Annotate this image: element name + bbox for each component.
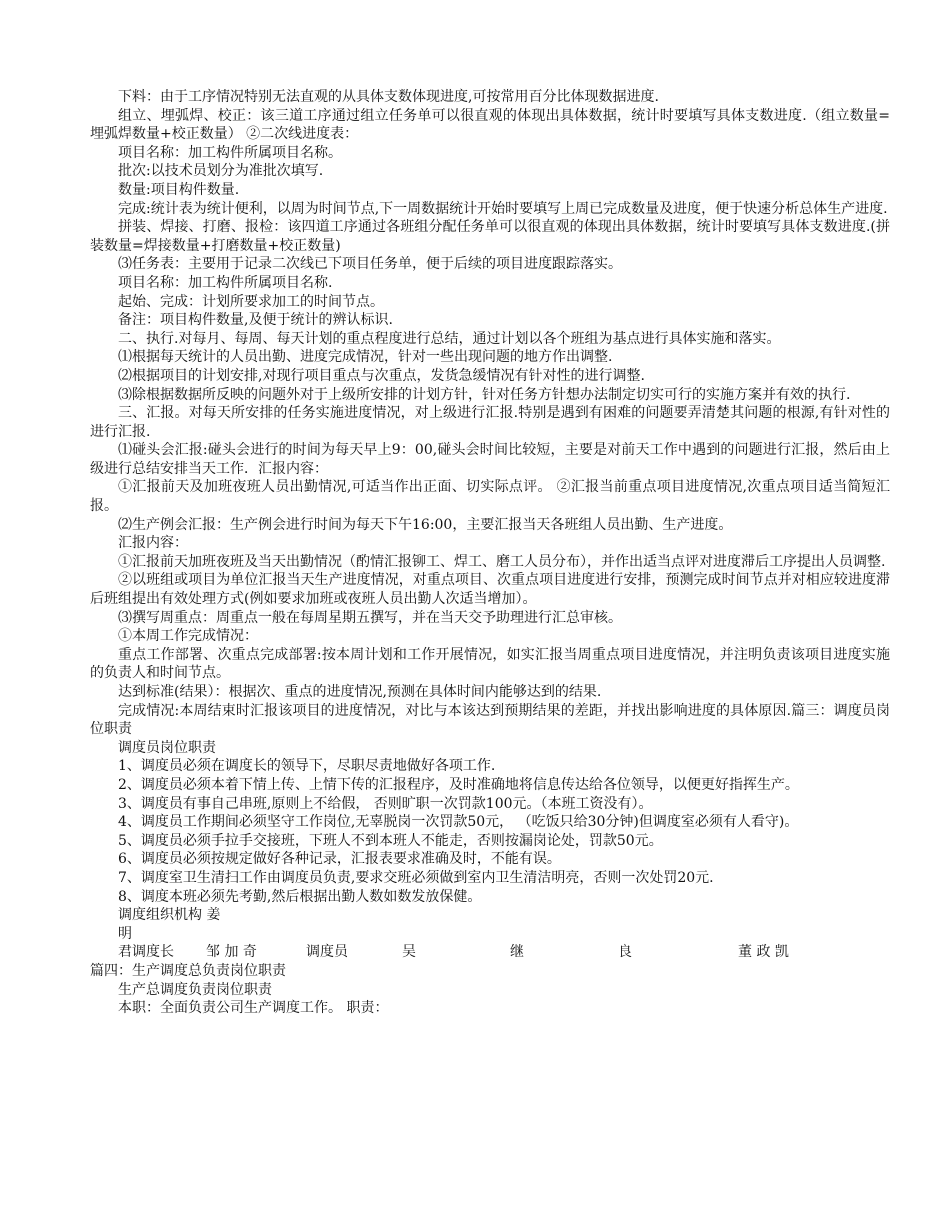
paragraph: 起始、完成：计划所要求加工的时间节点。 [118, 293, 384, 310]
paragraph: 完成:统计表为统计便利，以周为时间节点,下一周数据统计开始时要填写上周已完成数量及进度，便于快速分析总体生产进度. [118, 200, 888, 217]
signature-name-dispatcher-2: 董 政 凯 [738, 944, 789, 961]
paragraph: 项目名称：加工构件所属项目名称。 [118, 144, 342, 161]
paragraph: 批次:以技术员划分为准批次填写. [118, 163, 324, 180]
paragraph: ⑴根据每天统计的人员出勤、进度完成情况，针对一些出现问题的地方作出调整. [118, 349, 613, 366]
paragraph: ①汇报前天加班夜班及当天出勤情况（酌情汇报铆工、焊工、磨工人员分布），并作出适当点评对进度滞后工序提出人员调整. [118, 553, 886, 570]
paragraph: ⑵生产例会汇报：生产例会进行时间为每天下午16:00，主要汇报当天各班组人员出勤、生产进度。 [118, 516, 733, 533]
paragraph: 调度员岗位职责 [118, 739, 216, 756]
paragraph: ①本周工作完成情况： [118, 628, 258, 645]
signature-char-3: 良 [618, 944, 632, 961]
signature-name-chief: 邹 加 奇 [206, 944, 257, 961]
paragraph: 数量:项目构件数量. [118, 181, 240, 198]
paragraph: 2、调度员必须本着下情上传、上情下传的汇报程序，及时准确地将信息传达给各位领导，以便更好指挥生产。 [118, 776, 799, 793]
paragraph: 重点工作部署、次重点完成部署:按本周计划和工作开展情况，如实汇报当周重点项目进度情况，并注明负责该项目进度实施的负责人和时间节点。 [90, 646, 890, 682]
paragraph: 生产总调度负责岗位职责 [118, 981, 272, 998]
paragraph: 汇报内容： [118, 535, 188, 552]
document-tail [90, 962, 890, 1018]
paragraph: 项目名称：加工构件所属项目名称. [118, 274, 333, 291]
paragraph: 达到标准(结果）：根据次、重点的进度情况,预测在具体时间内能够达到的结果. [118, 684, 602, 700]
paragraph: 4、调度员工作期间必须坚守工作岗位,无辜脱岗一次罚款50元， （吃饭只给30分钟)但调度室必须有人看守)。 [118, 814, 799, 831]
paragraph: 5、调度员必须手拉手交接班，下班人不到本班人不能走，否则按漏岗论处，罚款50元。 [118, 832, 663, 849]
paragraph: 篇四：生产调度总负责岗位职责 [90, 962, 286, 979]
paragraph: 1、调度员必须在调度长的领导下，尽职尽责地做好各项工作. [118, 758, 496, 775]
paragraph: 6、调度员必须按规定做好各种记录，汇报表要求准确及时，不能有误。 [118, 851, 561, 868]
paragraph: 组立、埋弧焊、校正：该三道工序通过组立任务单可以很直观的体现出具体数据，统计时要填写具体支数进度.（组立数量=埋弧焊数量+校正数量） ②二次线进度表： [90, 107, 890, 143]
paragraph: 8、调度本班必须先考勤,然后根据出勤人数如数发放保健。 [118, 888, 482, 905]
paragraph: ①汇报前天及加班夜班人员出勤情况,可适当作出正面、切实际点评。 ②汇报当前重点项目进度情况,次重点项目适当简短汇报。 [90, 479, 890, 515]
signature-char-2: 继 [510, 944, 524, 961]
paragraph: 三、汇报。对每天所安排的任务实施进度情况，对上级进行汇报.特别是遇到有困难的问题要弄清楚其问题的根源,有针对性的进行汇报. [90, 405, 890, 440]
paragraph: ⑶除根据数据所反映的问题外对于上级所安排的计划方针，针对任务方针想办法制定切实可行的实施方案并有效的执行. [118, 386, 851, 403]
signature-line [90, 943, 890, 962]
paragraph: 备注：项目构件数量,及便于统计的辨认标识. [118, 312, 393, 329]
paragraph: 7、调度室卫生清扫工作由调度员负责,要求交班必须做到室内卫生清洁明亮，否则一次处罚20元. [118, 869, 714, 886]
paragraph: 调度组织机构 姜 [118, 907, 221, 924]
paragraph: 3、调度员有事自己串班,原则上不给假， 否则旷职一次罚款100元。（本班工资没有）。 [118, 795, 653, 812]
signature-role-chief: 君调度长 [118, 944, 174, 961]
paragraph: 完成情况:本周结束时汇报该项目的进度情况，对比与本该达到预期结果的差距，并找出影响进度的具体原因.篇三：调度员岗位职责 [90, 702, 890, 738]
paragraph: ⑶撰写周重点：周重点一般在每周星期五撰写，并在当天交予助理进行汇总审核。 [118, 609, 622, 626]
paragraph: ⑶任务表：主要用于记录二次线已下项目任务单，便于后续的项目进度跟踪落实。 [118, 256, 622, 273]
paragraph: 下料：由于工序情况特别无法直观的从具体支数体现进度,可按常用百分比体现数据进度. [118, 89, 659, 105]
signature-role-dispatcher: 调度员 [306, 944, 348, 961]
document-body [90, 88, 890, 943]
paragraph: 明 [118, 925, 132, 942]
paragraph: ⑴碰头会汇报:碰头会进行的时间为每天早上9：00,碰头会时间比较短，主要是对前天工作中遇到的问题进行汇报，然后由上级进行总结安排当天工作．汇报内容： [90, 442, 890, 477]
paragraph: 本职：全面负责公司生产调度工作。 职责： [118, 1000, 389, 1017]
paragraph: 拼装、焊接、打磨、报检：该四道工序通过各班组分配任务单可以很直观的体现出具体数据，统计时要填写具体支数进度.(拼装数量=焊接数量+打磨数量+校正数量) [90, 219, 890, 254]
paragraph: 二、执行.对每月、每周、每天计划的重点程度进行总结，通过计划以各个班组为基点进行具体实施和落实。 [118, 330, 781, 347]
paragraph: ⑵根据项目的计划安排,对现行项目重点与次重点，发货急缓情况有针对性的进行调整. [118, 367, 645, 384]
paragraph: ②以班组或项目为单位汇报当天生产进度情况，对重点项目、次重点项目进度进行安排，预测完成时间节点并对相应较进度滞后班组提出有效处理方式(例如要求加班或夜班人员出勤人次适当增加）。 [90, 572, 890, 608]
signature-char-1: 吴 [402, 944, 416, 961]
